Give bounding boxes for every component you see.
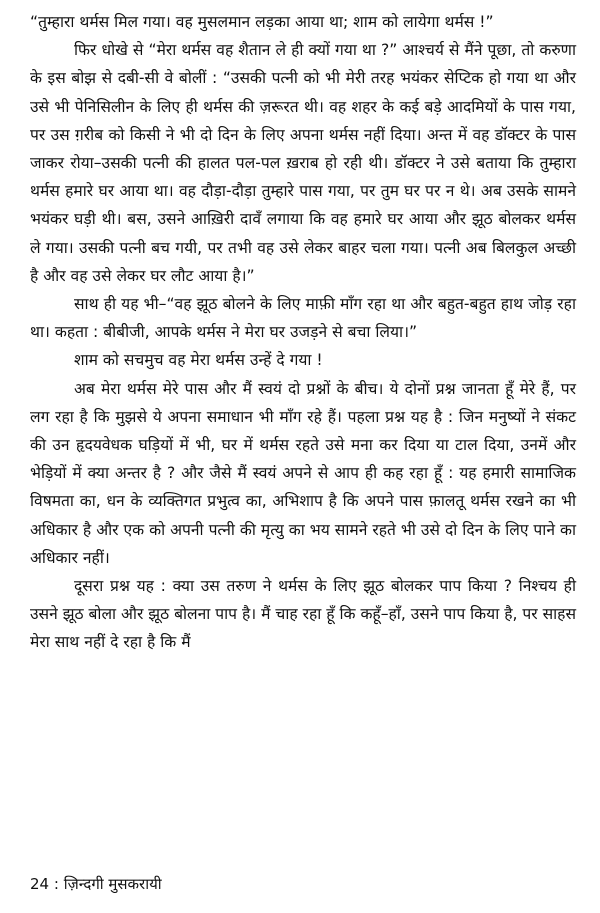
paragraph-4: शाम को सचमुच वह मेरा थर्मस उन्हें दे गया ! (74, 351, 323, 370)
paragraph-6: दूसरा प्रश्न यह : क्या उस तरुण ने थर्मस के लिए झूठ बोलकर पाप किया ? निश्चय ही उसने झूठ बोला और झूठ बोलना पाप है। मैं चाह रहा हूँ कि कहूँ–हाँ, उसने पाप किया है, पर साहस मेरा साथ नहीं दे रहा है कि मैं (30, 577, 576, 652)
page-footer (30, 874, 162, 894)
page-body (30, 8, 576, 657)
page-number: 24 (30, 875, 50, 893)
paragraph-2: फिर धोखे से “मेरा थर्मस वह शैतान ले ही क्यों गया था ?” आश्चर्य से मैंने पूछा, तो करुणा के इस बोझ से दबी-सी वे बोलीं : “उसकी पत्नी को भी मेरी तरह भयंकर सेप्टिक हो गया था और उसे भी पेनिसिलीन के लिए ही थर्मस की ज़रूरत थी। वह शहर के कई बड़े आदमियों के पास गया, पर उस ग़रीब को किसी ने भी दो दिन के लिए अपना थर्मस नहीं दिया। अन्त में वह डॉक्टर के पास जाकर रोया–उसकी पत्नी की हालत पल-पल ख़राब हो रही थी। डॉक्टर ने उसे बताया कि तुम्हारा थर्मस हमारे घर आया था। वह दौड़ा-दौड़ा तुम्हारे पास गया, पर तुम घर पर न थे। अब उसके सामने भयंकर घड़ी थी। बस, उसने आख़िरी दावँ लगाया कि वह हमारे घर आया और झूठ बोलकर थर्मस ले गया। उसकी पत्नी बच गयी, पर तभी वह उसे लेकर बाहर चला गया। पत्नी अब बिलकुल अच्छी है और वह उसे लेकर घर लौट आया है।” (30, 41, 576, 285)
paragraph-5: अब मेरा थर्मस मेरे पास और मैं स्वयं दो प्रश्नों के बीच। ये दोनों प्रश्न जानता हूँ मेरे हैं, पर लग रहा है कि मुझसे ये अपना समाधान भी माँग रहे हैं। पहला प्रश्न यह है : जिन मनुष्यों ने संकट की उन हृदयवेधक घड़ियों में भी, घर में थर्मस रहते उसे मना कर दिया या टाल दिया, उनमें और भेड़ियों में क्या अन्तर है ? और जैसे मैं स्वयं अपने से आप ही कह रहा हूँ : यह हमारी सामाजिक विषमता का, धन के व्यक्तिगत प्रभुत्व का, अभिशाप है कि अपने पास फ़ालतू थर्मस रखने का भी अधिकार है और एक को अपनी पत्नी की मृत्यु का भय सामने रहते भी उसे दो दिन के लिए पाने का अधिकार नहीं। (30, 379, 576, 567)
paragraph-3: साथ ही यह भी–“वह झूठ बोलने के लिए माफ़ी माँग रहा था और बहुत-बहुत हाथ जोड़ रहा था। कहता : बीबीजी, आपके थर्मस ने मेरा घर उजड़ने से बचा लिया।” (30, 295, 576, 342)
footer-separator: : (53, 875, 59, 893)
running-title: ज़िन्दगी मुसकरायी (63, 875, 162, 893)
paragraph-1: “तुम्हारा थर्मस मिल गया। वह मुसलमान लड़का आया था; शाम को लायेगा थर्मस !” (30, 13, 494, 31)
